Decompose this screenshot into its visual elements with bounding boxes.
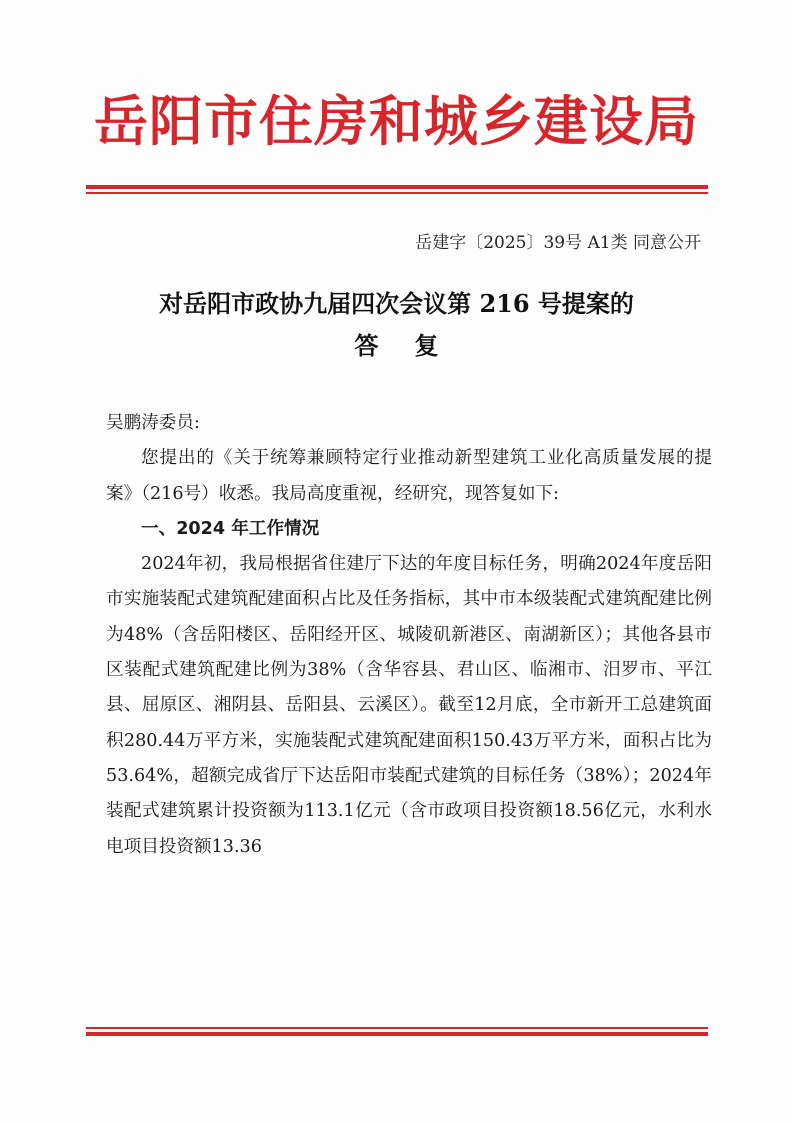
document-number: 岳建字〔2025〕39号 A1类 同意公开 — [415, 233, 701, 253]
document-title-line2: 答复 — [354, 331, 475, 360]
letterhead-rule-top-thin — [86, 192, 708, 194]
document-body — [106, 406, 712, 865]
footer-rule-thin — [86, 1027, 708, 1029]
intro-paragraph: 您提出的《关于统筹兼顾特定行业推动新型建筑工业化高质量发展的提案》（216号）收悉。我局高度重视，经研究，现答复如下: — [106, 448, 712, 504]
footer-rule-thick — [86, 1032, 708, 1036]
section1-paragraph: 2024年初，我局根据省住建厅下达的年度目标任务，明确2024年度岳阳市实施装配式建筑配建面积占比及任务指标，其中市本级装配式建筑配建比例为48%（含岳阳楼区、岳阳经开区、城陵矶新港区、南湖新区）；其他各县市区装配式建筑配建比例为38%（含华容县、君山区、临湘市、汨罗市、平江县、屈原区、湘阴县、岳阳县、云溪区）。截至12月底，全市新开工总建筑面积280.44万平方米，实施装配式建筑配建面积150.43万平方米，面积占比为53.64%，超额完成省厅下达岳阳市装配式建筑的目标任务（38%）；2024年装配式建筑累计投资额为113.1亿元（含市政项目投资额18.56亿元，水利水电项目投资额13.36 — [106, 554, 712, 857]
letterhead-rule-top-thick — [86, 185, 708, 189]
salutation: 吴鹏涛委员: — [106, 413, 200, 433]
document-title-line1: 对岳阳市政协九届四次会议第 216 号提案的 — [159, 289, 634, 318]
letterhead-org-name: 岳阳市住房和城乡建设局 — [94, 89, 699, 153]
section1-heading: 一、2024 年工作情况 — [141, 518, 320, 539]
